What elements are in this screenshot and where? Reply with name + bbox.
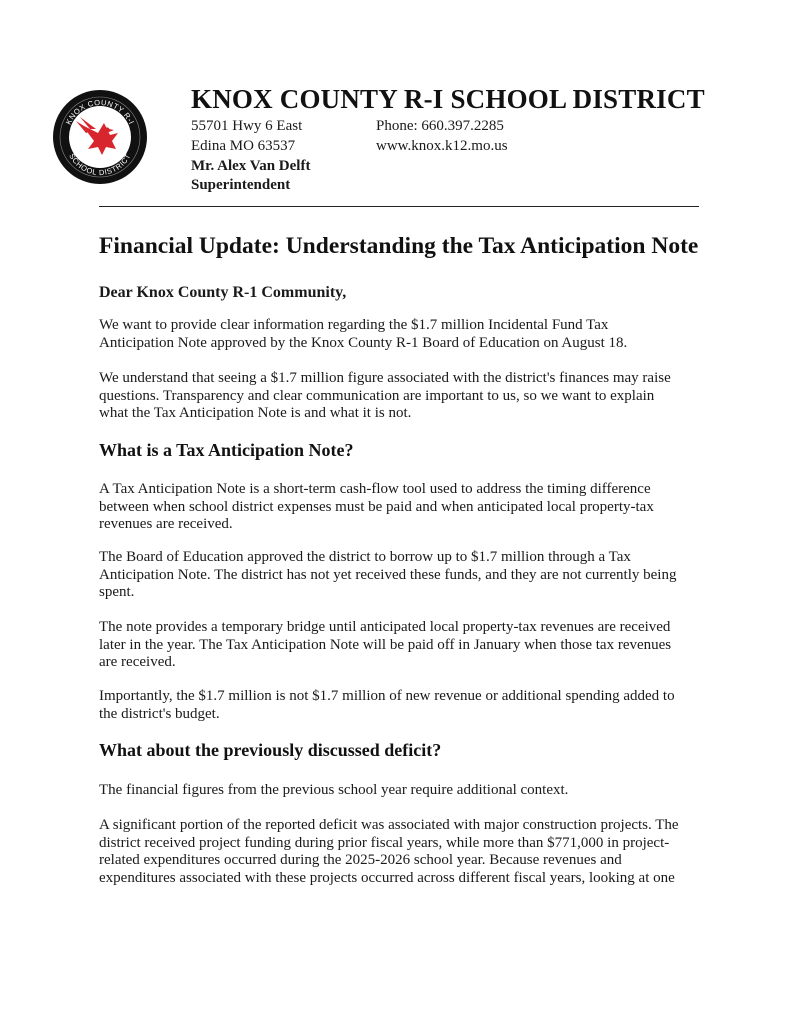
intro-paragraph-1 (99, 317, 699, 352)
paragraph-line: The Board of Education approved the district to borrow up to $1.7 million through a Tax (99, 549, 631, 565)
paragraph-line: what the Tax Anticipation Note is and what it is not. (99, 405, 412, 421)
paragraph-line: revenues are received. (99, 516, 233, 532)
district-seal-logo (52, 89, 148, 185)
paragraph-line: We understand that seeing a $1.7 million figure associated with the district's finances may raise (99, 370, 671, 386)
district-name: KNOX COUNTY R-I SCHOOL DISTRICT (191, 84, 705, 114)
superintendent-title: Superintendent (191, 177, 291, 193)
paragraph-line: are received. (99, 654, 176, 670)
paragraph-line: district received project funding during prior fiscal years, while more than $771,000 in project- (99, 834, 670, 851)
paragraph-line: A Tax Anticipation Note is a short-term cash-flow tool used to address the timing difference (99, 481, 651, 497)
intro-paragraph-2 (99, 370, 699, 423)
paragraph-line: A significant portion of the reported deficit was associated with major construction projects. The (99, 817, 679, 833)
address-city: Edina MO 63537 (191, 138, 296, 154)
paragraph-line: expenditures associated with these projects occurred across different fiscal years, looking at one (99, 869, 675, 886)
phone-number: Phone: 660.397.2285 (376, 118, 504, 134)
paragraph-line: Anticipation Note approved by the Knox County R-1 Board of Education on August 18. (99, 334, 628, 351)
salutation: Dear Knox County R-1 Community, (99, 284, 347, 301)
eagle-seal-icon (52, 89, 148, 185)
paragraph-line: related expenditures occurred during the 2025-2026 school year. Because revenues and (99, 852, 622, 868)
section1-paragraph-4 (99, 688, 699, 723)
paragraph-line: The financial figures from the previous school year require additional context. (99, 782, 569, 798)
paragraph-line: We want to provide clear information regarding the $1.7 million Incidental Fund Tax (99, 317, 609, 333)
header-divider (99, 206, 699, 207)
paragraph-line: between when school district expenses must be paid and when anticipated local property-tax (99, 498, 654, 515)
superintendent-name: Mr. Alex Van Delft (191, 158, 311, 174)
section-heading-tan: What is a Tax Anticipation Note? (99, 440, 354, 460)
paragraph-line: The note provides a temporary bridge until anticipated local property-tax revenues are received (99, 619, 671, 635)
section-heading-deficit: What about the previously discussed deficit? (99, 740, 442, 760)
section2-paragraph-1 (99, 782, 699, 800)
paragraph-line: Importantly, the $1.7 million is not $1.7 million of new revenue or additional spending added to (99, 688, 675, 704)
paragraph-line: Anticipation Note. The district has not yet received these funds, and they are not currently being (99, 566, 677, 583)
paragraph-line: questions. Transparency and clear communication are important to us, so we want to explain (99, 387, 655, 404)
section2-paragraph-2 (99, 817, 699, 887)
section1-paragraph-1 (99, 481, 699, 534)
svg-text:KNOX COUNTY R-I: KNOX COUNTY R-I (63, 97, 137, 126)
svg-text:SCHOOL DISTRICT: SCHOOL DISTRICT (67, 151, 133, 178)
section1-paragraph-2 (99, 549, 699, 602)
document-title: Financial Update: Understanding the Tax Anticipation Note (99, 233, 699, 259)
website-link[interactable]: www.knox.k12.mo.us (376, 138, 508, 154)
address-street: 55701 Hwy 6 East (191, 118, 303, 134)
paragraph-line: later in the year. The Tax Anticipation Note will be paid off in January when those tax revenues (99, 636, 672, 653)
paragraph-line: spent. (99, 584, 135, 600)
section1-paragraph-3 (99, 619, 699, 672)
paragraph-line: the district's budget. (99, 705, 220, 722)
